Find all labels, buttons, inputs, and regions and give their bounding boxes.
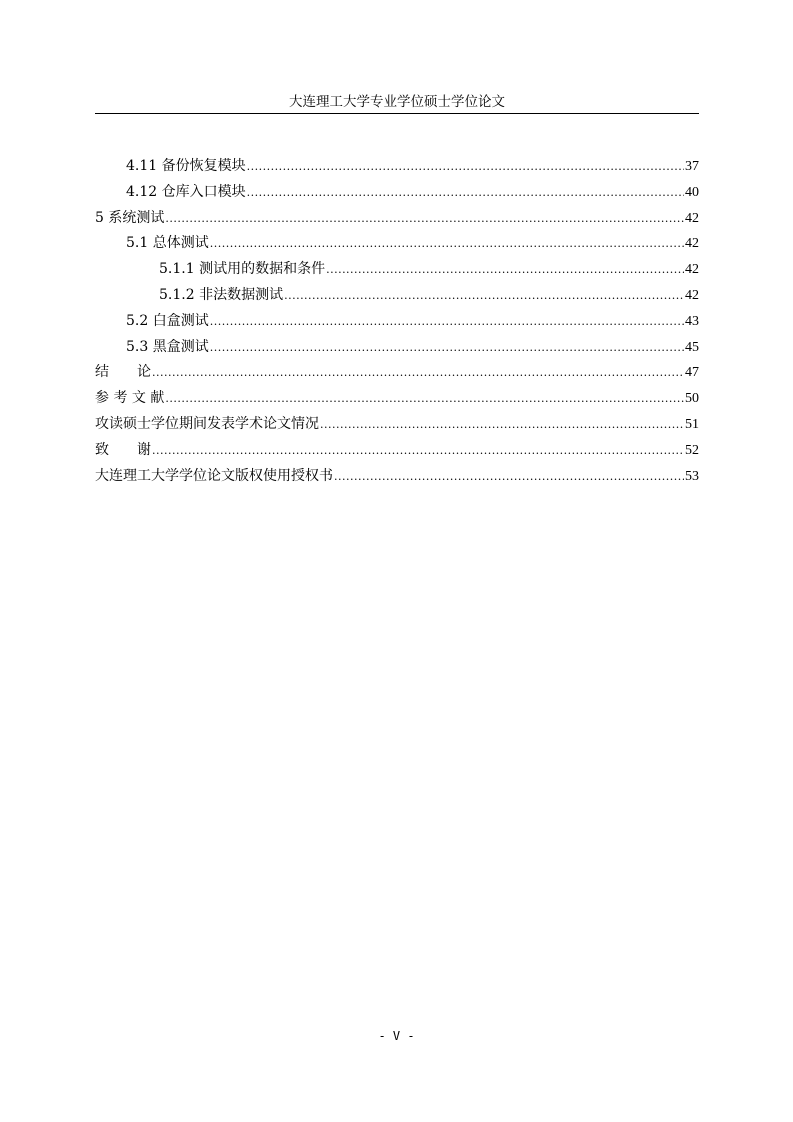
toc-entry[interactable] [95,231,699,257]
toc-entry-title: 5.2 白盒测试 [126,312,209,329]
toc-entry-title: 5 系统测试 [95,209,165,226]
toc-leader-dots [210,335,684,361]
thesis-title: 大连理工大学专业学位硕士学位论文 [289,94,505,110]
toc-entry[interactable] [95,154,699,180]
toc-entry[interactable] [95,438,699,464]
toc-entry-title: 5.1 总体测试 [126,235,209,252]
toc-entry-title: 攻读硕士学位期间发表学术论文情况 [95,415,319,432]
toc-entry-page: 45 [685,339,699,355]
toc-leader-dots [320,412,684,438]
toc-entry[interactable] [95,386,699,412]
toc-entry-title: 参 考 文 献 [95,390,165,407]
toc-entry-title: 大连理工大学学位论文版权使用授权书 [95,467,333,484]
toc-leader-dots [165,386,684,412]
toc-entry[interactable] [95,335,699,361]
toc-entry-page: 42 [685,236,699,252]
toc-entry-page: 40 [685,184,699,200]
toc-entry-title: 5.1.1 测试用的数据和条件 [159,261,326,278]
toc-leader-dots [152,360,684,386]
toc-entry-page: 43 [685,313,699,329]
toc-entry-page: 42 [685,287,699,303]
toc-entry[interactable] [95,257,699,283]
toc-entry-title: 5.3 黑盒测试 [126,338,209,355]
toc-leader-dots [247,180,684,206]
page-footer [0,1029,793,1043]
toc-entry-title: 5.1.2 非法数据测试 [159,286,284,303]
toc-entry-page: 51 [685,416,699,432]
page-header [95,91,699,114]
toc-entry-title: 4.11 备份恢复模块 [126,158,246,174]
toc-entry[interactable] [95,464,699,490]
toc-leader-dots [210,231,684,257]
toc-leader-dots [326,257,684,283]
toc-entry[interactable] [95,360,699,386]
toc-entry-title: 致 谢 [95,441,151,458]
toc-entry-page: 37 [685,159,699,174]
toc-entry-page: 50 [685,391,699,407]
toc-entry-page: 53 [685,468,699,484]
toc-leader-dots [165,206,684,232]
toc-entry[interactable] [95,180,699,206]
toc-entry-page: 47 [685,365,699,381]
table-of-contents [95,154,699,489]
toc-entry-page: 42 [685,210,699,226]
toc-entry-page: 52 [685,442,699,458]
toc-leader-dots [247,154,684,180]
toc-leader-dots [284,283,684,309]
toc-entry[interactable] [95,283,699,309]
toc-entry[interactable] [95,206,699,232]
toc-entry-title: 4.12 仓库入口模块 [126,183,246,200]
toc-entry[interactable] [95,309,699,335]
page-number: - V - [378,1029,415,1043]
toc-leader-dots [334,464,684,490]
toc-entry[interactable] [95,412,699,438]
toc-leader-dots [152,438,684,464]
toc-leader-dots [210,309,684,335]
toc-entry-page: 42 [685,262,699,278]
toc-entry-title: 结 论 [95,364,151,381]
